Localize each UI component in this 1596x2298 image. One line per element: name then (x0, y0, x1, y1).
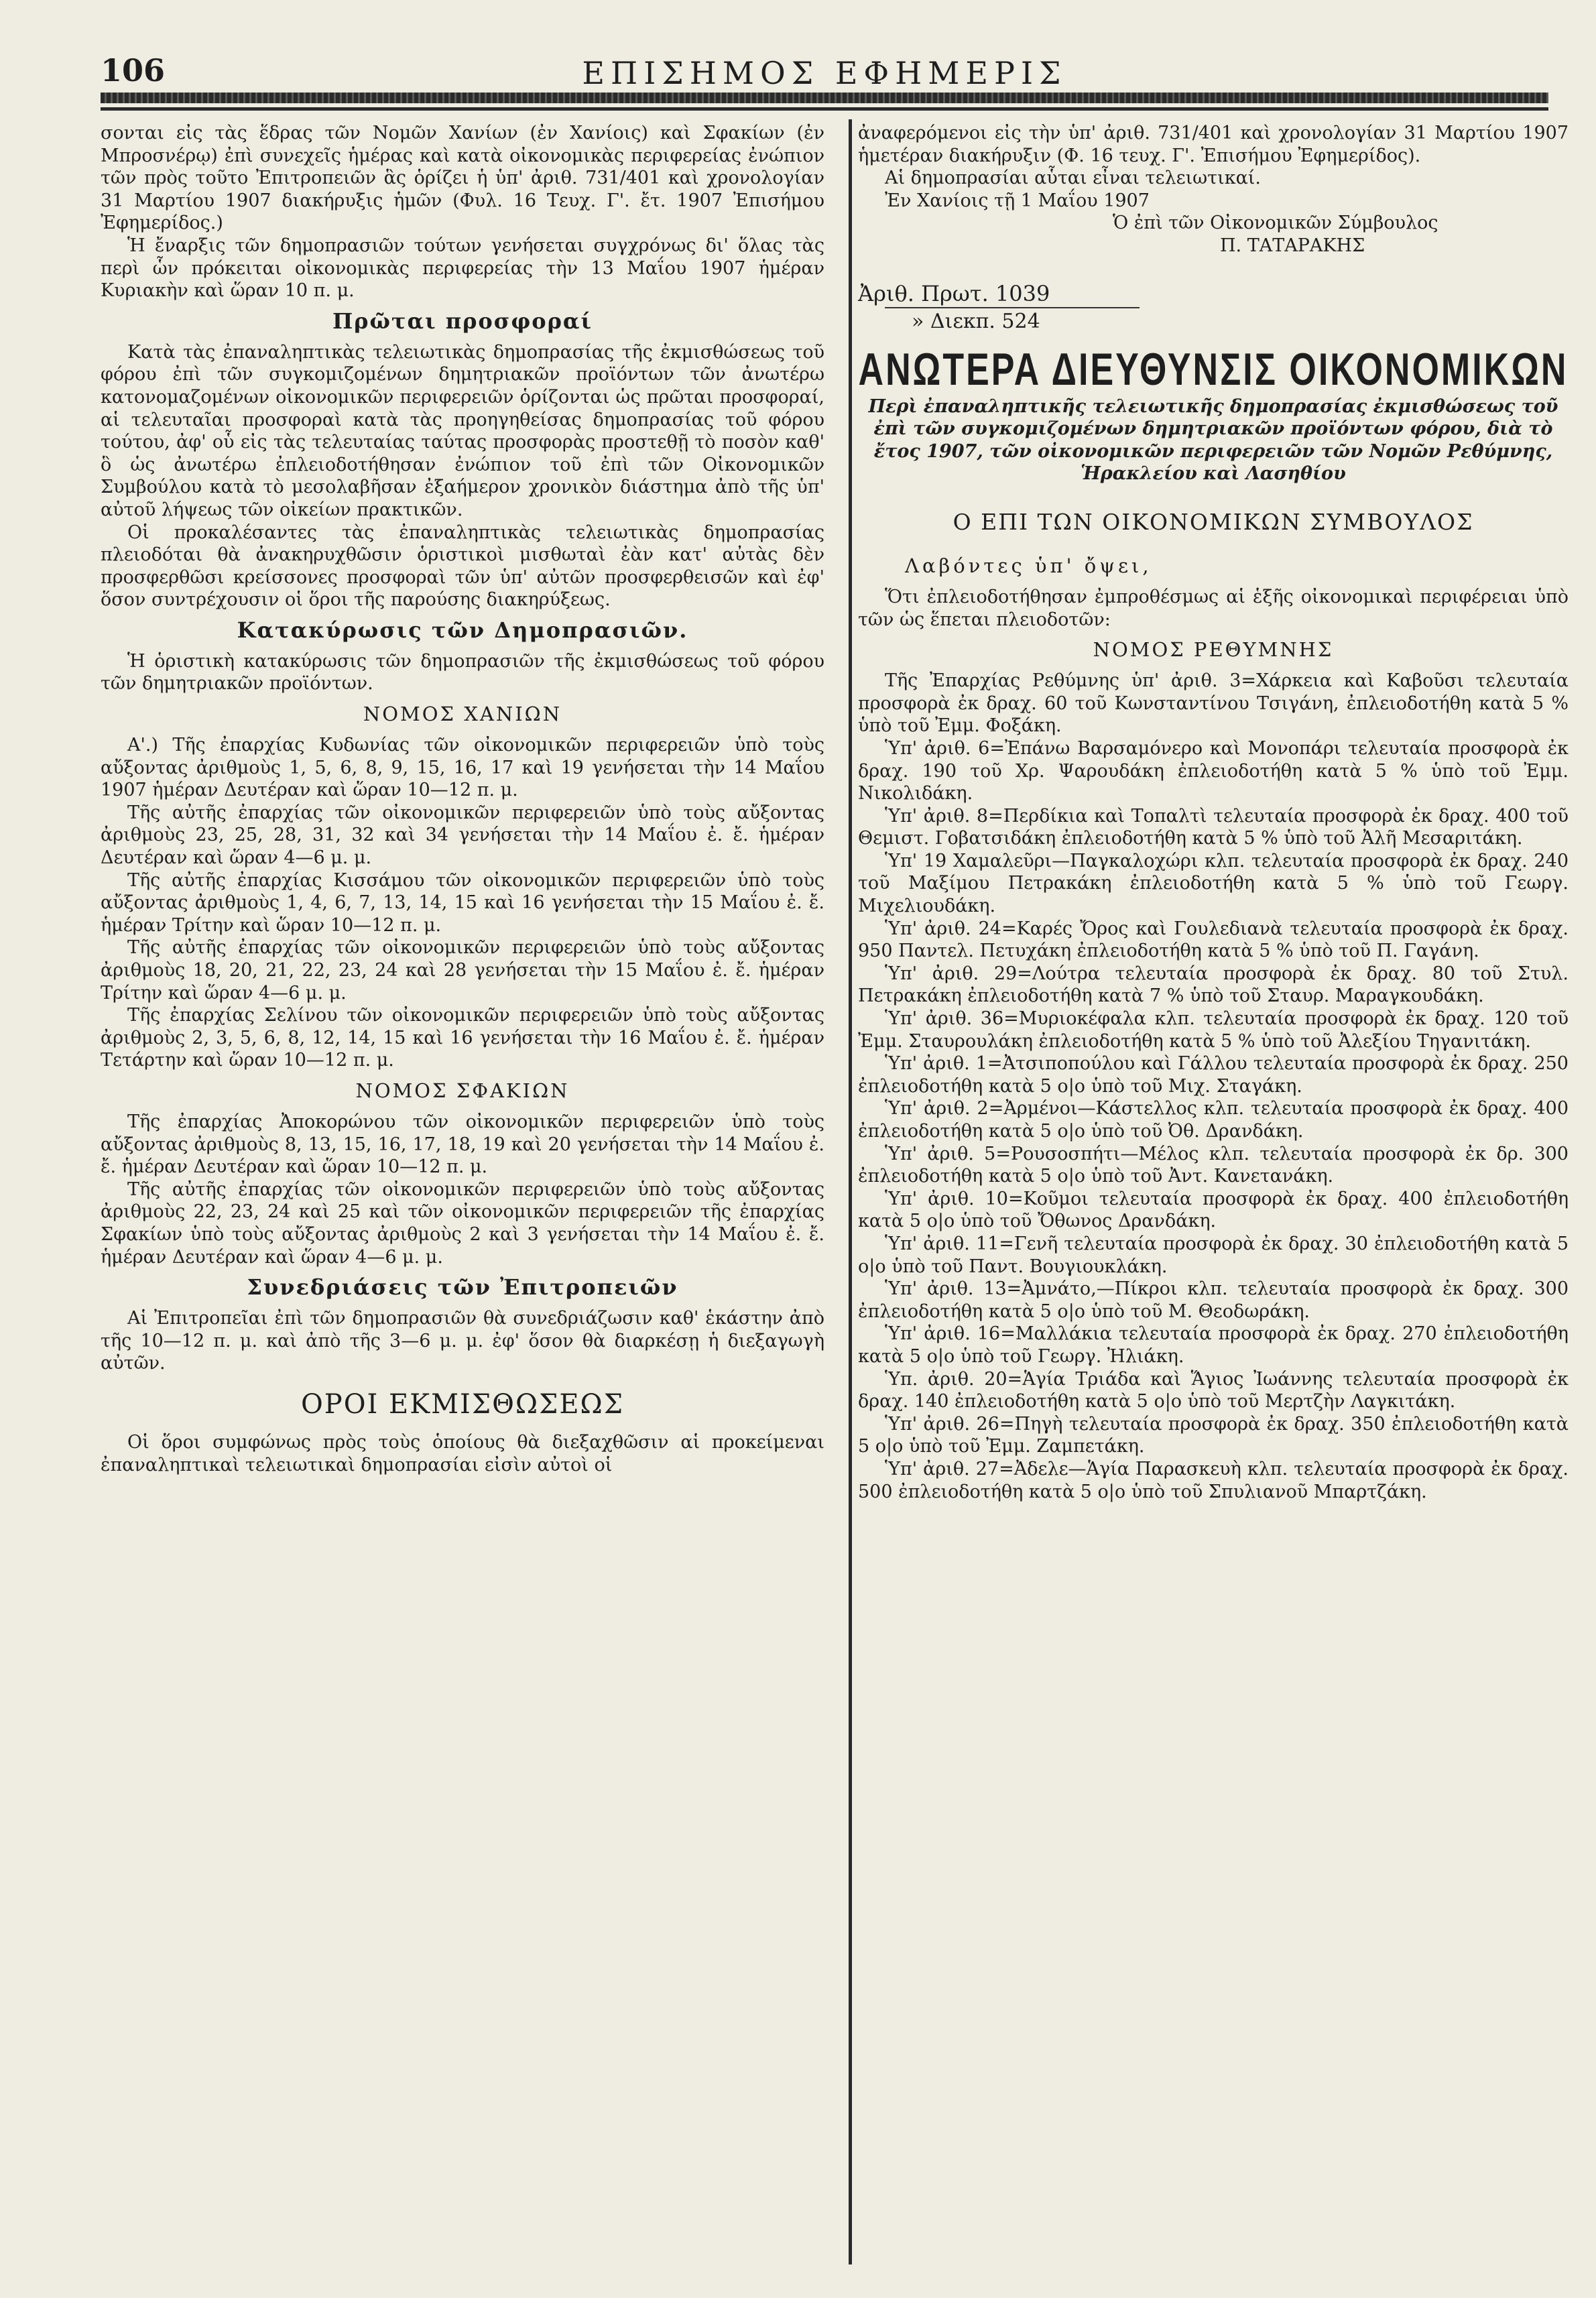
entry: Ὑπ' ἀριθ. 16=Μαλλάκια τελευταία προσφορὰ ἐκ δραχ. 270 ἐπλειοδοτήθη κατὰ 5 ο|ο ὑπὸ τοῦ Γεωργ. Ἠλιάκη. (858, 1323, 1569, 1367)
paragraph: Τῆς αὐτῆς ἐπαρχίας Κισσάμου τῶν οἰκονομικῶν περιφερειῶν ὑπὸ τοὺς αὔξοντας ἀριθμοὺς 1, 4, 6, 7, 13, 14, 15 καὶ 16 γενήσεται τὴν 15 Μαΐου ἐ. ἔ. ἡμέραν Τρίτην καὶ ὥραν 10—12 π. μ. (101, 869, 824, 936)
entry: Ὑπ' ἀριθ. 1=Ἀτσιποπούλου καὶ Γάλλου τελευταία προσφορὰ ἐκ δραχ. 250 ἐπλειοδοτήθη κατὰ 5 ο|ο ὑπὸ τοῦ Μιχ. Σταγάκη. (858, 1053, 1569, 1097)
entry: Ὑπ' ἀριθ. 5=Ρουσοσπήτι—Μέλος κλπ. τελευταία προσφορὰ ἐκ δρ. 300 ἐπλειοδοτήθη κατὰ 5 ο|ο ὑπὸ τοῦ Ἀντ. Κανετανάκη. (858, 1143, 1569, 1187)
paragraph: Α'.) Τῆς ἐπαρχίας Κυδωνίας τῶν οἰκονομικῶν περιφερειῶν ὑπὸ τοὺς αὔξοντας ἀριθμοὺς 1, 5, 6, 8, 9, 15, 16, 17 καὶ 19 γενήσεται τὴν 14 Μαΐου 1907 ἡμέραν Δευτέραν καὶ ὥραν 10—12 π. μ. (101, 735, 824, 801)
entry: Ὑπ' ἀριθ. 6=Ἐπάνω Βαρσαμόνερο καὶ Μονοπάρι τελευταία προσφορὰ ἐκ δραχ. 190 τοῦ Χρ. Ψαρουδάκη ἐπλειοδοτήθη κατὰ 5 % ὑπὸ τοῦ Ἐμμ. Νικολιδάκη. (858, 737, 1569, 804)
nomos-heading: ΝΟΜΟΣ ΣΦΑΚΙΩΝ (355, 1079, 570, 1102)
nomos-heading: ΝΟΜΟΣ ΧΑΝΙΩΝ (363, 703, 562, 726)
section-heading: Κατακύρωσις τῶν Δημοπρασιῶν. (237, 617, 688, 643)
paragraph: Τῆς αὐτῆς ἐπαρχίας τῶν οἰκονομικῶν περιφερειῶν ὑπὸ τοὺς αὔξοντας ἀριθμοὺς 18, 20, 21, 22, 23, 24 καὶ 28 γενήσεται τὴν 15 Μαΐου ἐ. ἔ. ἡμέραν Τρίτην καὶ ὥραν 4—6 μ. μ. (101, 937, 824, 1004)
masthead: ΑΝΩΤΕΡΑ ΔΙΕΥΘΥΝΣΙΣ ΟΙΚΟΝΟΜΙΚΩΝ (858, 344, 1569, 396)
left-column (101, 122, 824, 1476)
paragraph: Ἡ ὁριστικὴ κατακύρωσις τῶν δημοπρασιῶν τῆς ἐκμισθώσεως τοῦ φόρου τῶν δημητριακῶν προϊόντων. (101, 650, 824, 694)
entry: Ὑπ' ἀριθ. 13=Ἀμνάτο,—Πίκροι κλπ. τελευταία προσφορὰ ἐκ δραχ. 300 ἐπλειοδοτήθη κατὰ 5 ο|ο ὑπὸ τοῦ Μ. Θεοδωράκη. (858, 1278, 1569, 1322)
place-date: Ἐν Χανίοις τῇ 1 Μαΐου 1907 (885, 190, 1150, 211)
entry: Ὑπ' ἀριθ. 24=Καρές Ὄρος καὶ Γουλεδιανὰ τελευταία προσφορὰ ἐκ δραχ. 950 Παντελ. Πετυχάκη ἐπλειοδοτήθη κατὰ 5 % ὑπὸ τοῦ Π. Γαγάνη. (858, 918, 1569, 962)
entry: Ὑπ' ἀριθ. 11=Γενῆ τελευταία προσφορὰ ἐκ δραχ. 30 ἐπλειοδοτήθη κατὰ 5 ο|ο ὑπὸ τοῦ Παντ. Βουγιουκλάκη. (858, 1233, 1569, 1277)
paragraph: Τῆς ἐπαρχίας Σελίνου τῶν οἰκονομικῶν περιφερειῶν ὑπὸ τοὺς αὔξοντας ἀριθμοὺς 2, 3, 5, 6, 8, 12, 14, 15 καὶ 16 γενήσεται τὴν 16 Μαΐου ἐ. ἔ. ἡμέραν Τετάρτην καὶ ὥραν 10—12 π. μ. (101, 1005, 824, 1071)
header-rule-thin (101, 107, 1548, 111)
entry: Ὑπ' ἀριθ. 27=Ἀδελε—Ἁγία Παρασκευὴ κλπ. τελευταία προσφορὰ ἐκ δραχ. 500 ἐπλειοδοτήθη κατὰ 5 ο|ο ὑπὸ τοῦ Σπυλιανοῦ Μπαρτζάκη. (858, 1458, 1569, 1502)
dispatch-number: » Διεκπ. 524 (912, 309, 1040, 333)
paragraph: Τῆς αὐτῆς ἐπαρχίας τῶν οἰκονομικῶν περιφερειῶν ὑπὸ τοὺς αὔξοντας ἀριθμοὺς 23, 25, 28, 31, 32 καὶ 34 γενήσεται τὴν 14 Μαΐου ἐ. ἔ. ἡμέραν Δευτέραν καὶ ὥραν 4—6 μ. μ. (101, 802, 824, 869)
paragraph: Αἱ δημοπρασίαι αὗται εἶναι τελειωτικαί. (885, 168, 1261, 189)
page-number: 106 (101, 52, 166, 88)
terms-heading: ΟΡΟΙ ΕΚΜΙΣΘΩΣΕΩΣ (300, 1388, 625, 1420)
entry: Τῆς Ἐπαρχίας Ρεθύμνης ὑπ' ἀριθ. 3=Χάρκεια καὶ Καβοῦσι τελευταία προσφορὰ ἐκ δραχ. 60 τοῦ Κωνσταντίνου Τσιγάνη, ἐπλειοδοτήθη κατὰ 5 % ὑπὸ τοῦ Ἐμμ. Φοξάκη. (858, 670, 1569, 737)
entry: Ὑπ' ἀριθ. 2=Ἀρμένοι—Κάστελλος κλπ. τελευταία προσφορὰ ἐκ δραχ. 400 ἐπλειοδοτήθη κατὰ 5 ο|ο ὑπὸ τοῦ Ὀθ. Δρανδάκη. (858, 1098, 1569, 1142)
paragraph: Ἡ ἔναρξις τῶν δημοπρασιῶν τούτων γενήσεται συγχρόνως δι' ὅλας τὰς περὶ ὧν πρόκειται οἰκονομικὰς περιφερείας τὴν 13 Μαΐου 1907 ἡμέραν Κυριακὴν καὶ ὥραν 10 π. μ. (101, 235, 824, 302)
paragraph: Οἱ ὅροι συμφώνως πρὸς τοὺς ὁποίους θὰ διεξαχθῶσιν αἱ προκείμεναι ἐπαναληπτικαὶ τελειωτικαὶ δημοπρασίαι εἰσὶν αὐτοὶ οἱ (101, 1431, 824, 1475)
paragraph: Τῆς ἐπαρχίας Ἀποκορώνου τῶν οἰκονομικῶν περιφερειῶν ὑπὸ τοὺς αὔξοντας ἀριθμοὺς 8, 13, 15, 16, 17, 18, 19 καὶ 20 γενήσεται τὴν 14 Μαΐου ἐ. ἔ. ἡμέραν Δευτέραν καὶ ὥραν 10—12 π. μ. (101, 1111, 824, 1178)
entry: Ὑπ. ἀριθ. 20=Ἁγία Τριάδα καὶ Ἅγιος Ἰωάννης τελευταία προσφορὰ ἐκ δραχ. 140 ἐπλειοδοτήθη κατὰ 5 ο|ο ὑπὸ τοῦ Μερτζὴν Λαγκιτάκη. (858, 1368, 1569, 1412)
column-divider (849, 119, 852, 2264)
paragraph: Οἱ προκαλέσαντες τὰς ἐπαναληπτικὰς τελειωτικὰς δημοπρασίας πλειοδόται θὰ ἀνακηρυχθῶσιν ὁριστικοὶ μισθωταὶ ἐὰν κατ' αὐτὰς δὲν προσφερθῶσι κρείσσονες προσφοραὶ τῶν ὑπ' αὐτῶν προσφερθεισῶν καὶ ἐφ' ὅσον συντρέχουσιν οἱ ὅροι τῆς παρούσης διακηρύξεως. (101, 522, 824, 611)
paragraph: Κατὰ τὰς ἐπαναληπτικὰς τελειωτικὰς δημοπρασίας τῆς ἐκμισθώσεως τοῦ φόρου ἐπὶ τῶν συγκομιζομένων δημητριακῶν προϊόντων τῶν ἀνωτέρω κατονομαζομένων οἰκονομικῶν περιφερειῶν ὁρίζονται ὡς πρῶται προσφοραί, αἱ τελευταῖαι προσφοραὶ κατὰ τὰς προηγηθείσας δημοπρασίας τοῦ φόρου τούτου, ἀφ' οὗ εἰς τὰς τελευταίας ταύτας προσφορὰς προστεθῇ τὸ ποσὸν καθ' ὃ ὡς ἀνωτέρω ἐπλειοδοτήθησαν ἐνώπιον τοῦ ἐπὶ τῶν Οἰκονομικῶν Συμβούλου κατὰ τὸ μεσολαβῆσαν ἐξαήμερον χρονικὸν διάστημα ἀπὸ τῆς ὑπ' αὐτοῦ λήψεως τῶν οἰκείων πρακτικῶν. (101, 341, 824, 520)
paragraph: Ὅτι ἐπλειοδοτήθησαν ἐμπροθέσμως αἱ ἑξῆς οἰκονομικαὶ περιφέρειαι ὑπὸ τῶν ὡς ἕπεται πλειοδοτῶν: (858, 586, 1569, 630)
journal-title: ΕΠΙΣΗΜΟΣ ΕΦΗΜΕΡΙΣ (582, 55, 1067, 91)
protocol-number: Ἀριθ. Πρωτ. 1039 (858, 280, 1050, 306)
official-title: Ο ΕΠΙ ΤΩΝ ΟΙΚΟΝΟΜΙΚΩΝ ΣΥΜΒΟΥΛΟΣ (953, 508, 1474, 535)
having-regard: Λαβόντες ὑπ' ὄψει, (905, 554, 1152, 577)
paragraph: σονται εἰς τὰς ἕδρας τῶν Νομῶν Χανίων (ἐν Χανίοις) καὶ Σφακίων (ἐν Μπροσνέρῳ) ἐπὶ συνεχεῖς ἡμέρας καὶ κατὰ οἰκονομικὰς περιφερείας ἐνώπιον τῶν πρὸς τοῦτο Ἐπιτροπειῶν ἃς ὁρίζει ἡ ὑπ' ἀριθ. 731/401 καὶ χρονολογίαν 31 Μαρτίου 1907 διακήρυξις ἡμῶν (Φυλ. 16 Τευχ. Γ'. ἔτ. 1907 Ἐπισήμου Ἐφημερίδος.) (101, 123, 824, 234)
entry: Ὑπ' ἀριθ. 29=Λούτρα τελευταία προσφορὰ ἐκ δραχ. 80 τοῦ Στυλ. Πετρακάκη ἐπλειοδοτήθη κατὰ 7 % ὑπὸ τοῦ Σταυρ. Μαραγκουδάκη. (858, 963, 1569, 1007)
entry: Ὑπ' ἀριθ. 36=Μυριοκέφαλα κλπ. τελευταία προσφορὰ ἐκ δραχ. 120 τοῦ Ἐμμ. Σταυρουλάκη ἐπλειοδοτήθη κατὰ 5 % ὑπὸ τοῦ Ἀλεξίου Τηγανιτάκη. (858, 1008, 1569, 1052)
header-rule (101, 93, 1548, 103)
paragraph: Τῆς αὐτῆς ἐπαρχίας τῶν οἰκονομικῶν περιφερειῶν ὑπὸ τοὺς αὔξοντας ἀριθμοὺς 22, 23, 24 καὶ 25 καὶ τῶν οἰκονομικῶν περιφερειῶν τῆς ἐπαρχίας Σφακίων ὑπὸ τοὺς αὔξοντας ἀριθμοὺς 2 καὶ 3 γενήσεται τὴν 14 Μαΐου ἐ. ἔ. ἡμέραν Δευτέραν καὶ ὥραν 4—6 μ. μ. (101, 1178, 824, 1268)
section-heading: Πρῶται προσφοραί (332, 308, 593, 334)
nomos-heading: ΝΟΜΟΣ ΡΕΘΥΜΝΗΣ (1093, 638, 1334, 662)
subheading: Περὶ ἐπαναληπτικῆς τελειωτικῆς δημοπρασίας ἐκμισθώσεως τοῦ ἐπὶ τῶν συγκομιζομένων δημητριακῶν προϊόντων φόρου, διὰ τὸ ἔτος 1907, τῶν οἰκονομικῶν περιφερειῶν τῶν Νομῶν Ρεθύμνης, Ἡρακλείου καὶ Λασηθίου (868, 396, 1558, 485)
right-column (858, 122, 1569, 1503)
section-heading: Συνεδριάσεις τῶν Ἐπιτροπειῶν (247, 1274, 678, 1301)
entry: Ὑπ' ἀριθ. 26=Πηγὴ τελευταία προσφορὰ ἐκ δραχ. 350 ἐπλειοδοτήθη κατὰ 5 ο|ο ὑπὸ τοῦ Ἐμμ. Ζαμπετάκη. (858, 1413, 1569, 1457)
entry: Ὑπ' ἀριθ. 8=Περδίκια καὶ Τοπαλτὶ τελευταία προσφορὰ ἐκ δραχ. 400 τοῦ Θεμιστ. Γοβατσιδάκη ἐπλειοδοτήθη κατὰ 5 % ὑπὸ τοῦ Ἀλῆ Μεσαριτάκη. (858, 805, 1569, 849)
paragraph: ἀναφερόμενοι εἰς τὴν ὑπ' ἀριθ. 731/401 καὶ χρονολογίαν 31 Μαρτίου 1907 ἡμετέραν διακήρυξιν (Φ. 16 τευχ. Γ'. Ἐπισήμου Ἐφημερίδος). (858, 123, 1569, 166)
paragraph: Αἱ Ἐπιτροπεῖαι ἐπὶ τῶν δημοπρασιῶν θὰ συνεδριάζωσιν καθ' ἑκάστην ἀπὸ τῆς 10—12 π. μ. καὶ ἀπὸ τῆς 3—6 μ. μ. ἐφ' ὅσον θὰ διαρκέσῃ ἡ διεξαγωγὴ αὐτῶν. (101, 1308, 824, 1374)
signatory-name: Π. ΤΑΤΑΡΑΚΗΣ (1220, 235, 1365, 256)
signatory-title: Ὁ ἐπὶ τῶν Οἰκονομικῶν Σύμβουλος (1113, 213, 1438, 234)
entry: Ὑπ' 19 Χαμαλεῦρι—Παγκαλοχώρι κλπ. τελευταία προσφορὰ ἐκ δραχ. 240 τοῦ Μαξίμου Πετρακάκη ἐπλειοδοτήθη κατὰ 5 % ὑπὸ τοῦ Γεωργ. Μιχελιουδάκη. (858, 850, 1569, 917)
entry: Ὑπ' ἀριθ. 10=Κοῦμοι τελευταία προσφορὰ ἐκ δραχ. 400 ἐπλειοδοτήθη κατὰ 5 ο|ο ὑπὸ τοῦ Ὄθωνος Δρανδάκη. (858, 1188, 1569, 1232)
